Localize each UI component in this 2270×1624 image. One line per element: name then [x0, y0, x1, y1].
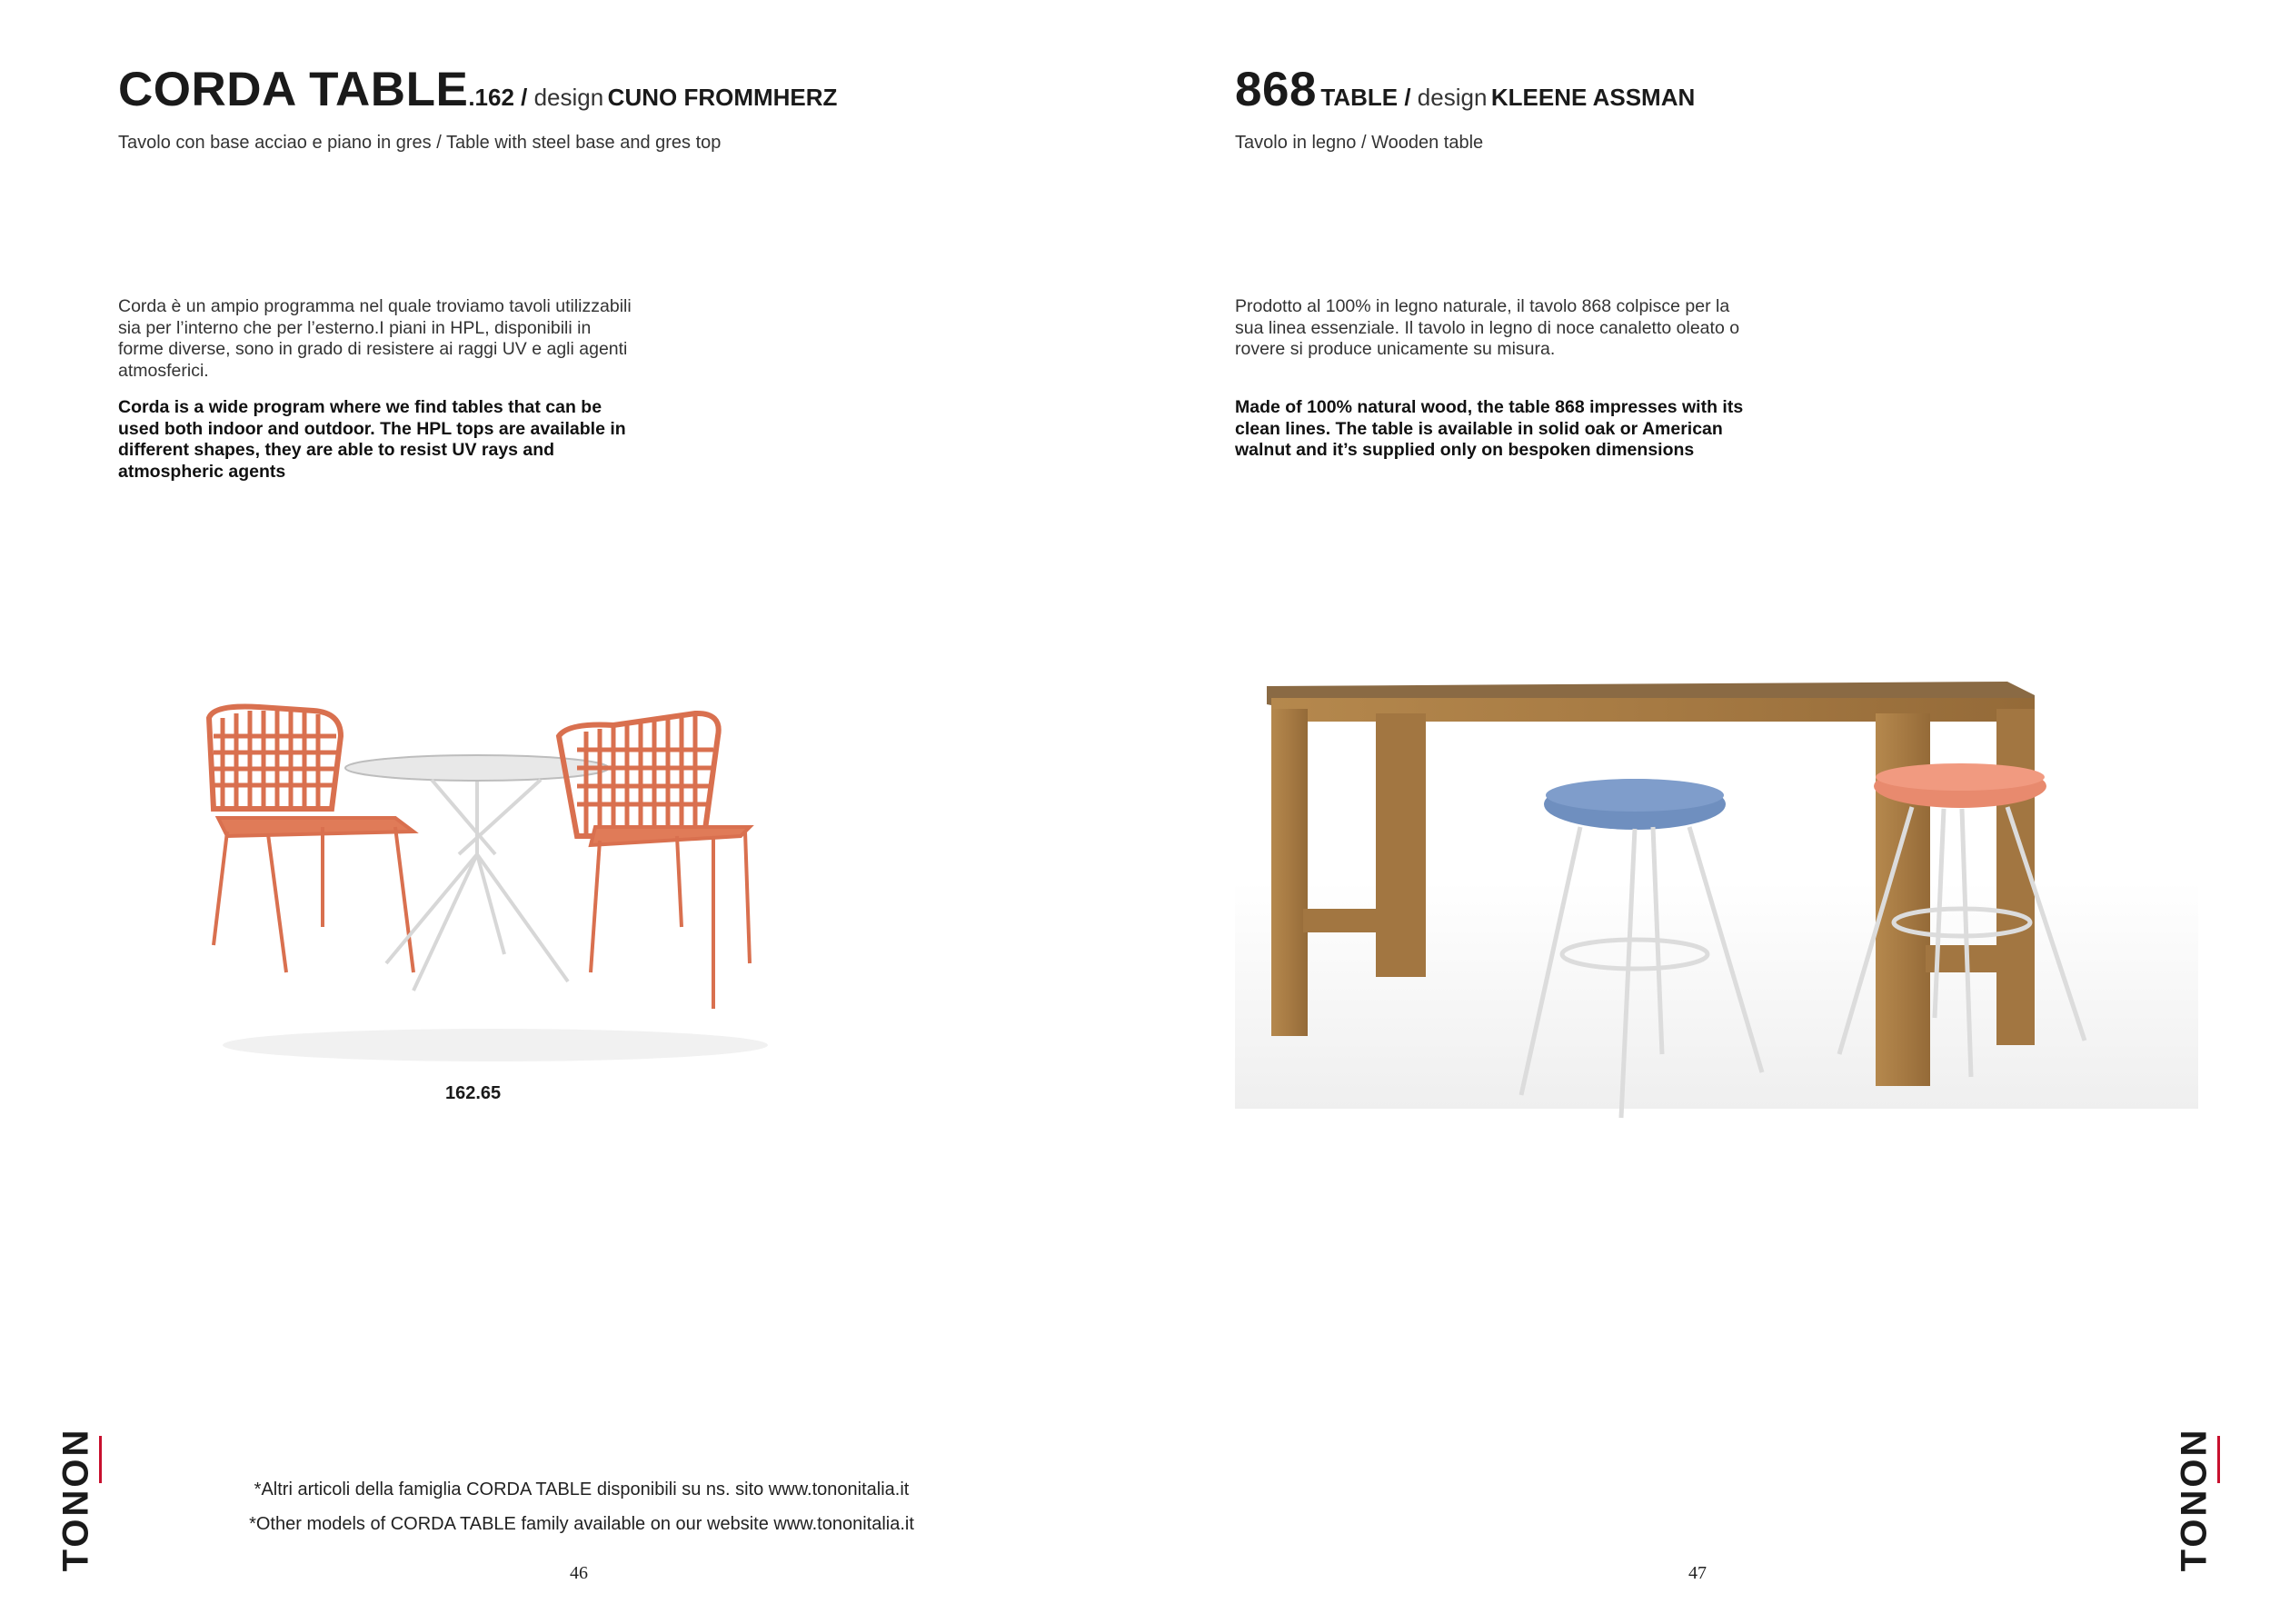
page-number: 46 [570, 1563, 588, 1583]
note-english: *Other models of CORDA TABLE family available on our website www.tononitalia.it [249, 1514, 914, 1534]
right-page [1135, 0, 2270, 1624]
product-subtitle: Tavolo in legno / Wooden table [1235, 133, 1484, 153]
description-italian: Corda è un ampio programma nel quale troviamo tavoli utilizzabili sia per l’interno che per l’esterno.I piani in HPL, disponibili in forme diverse, sono in grado di resistere ai raggi UV e agli agenti atmosferici. [118, 296, 632, 381]
design-label: design [533, 84, 604, 111]
note-italian: *Altri articoli della famiglia CORDA TABLE disponibili su ns. sito www.tononitalia.it [254, 1480, 910, 1499]
tonon-logo-text: TONON [55, 1427, 96, 1572]
corda-table-set-image [186, 700, 822, 1063]
product-title [1235, 65, 1695, 114]
title-separator: / [513, 84, 534, 111]
left-chair [209, 707, 413, 973]
product-name: CORDA TABLE [118, 63, 469, 116]
logo-accent-bar [2217, 1436, 2220, 1483]
tonon-logo [55, 1427, 96, 1572]
logo-accent-bar [99, 1436, 102, 1483]
description-italian: Prodotto al 100% in legno naturale, il tavolo 868 colpisce per la sua linea essenziale. Il tavolo in legno di noce canaletto oleato o rovere si produce unicamente su misura. [1235, 296, 1740, 359]
product-type-word: TABLE [1320, 84, 1399, 111]
right-chair [559, 713, 750, 1009]
product-subtitle: Tavolo con base acciao e piano in gres / Table with steel base and gres top [118, 133, 722, 153]
product-code-label: 162.65 [445, 1083, 502, 1103]
868-table-set-image [1235, 673, 2198, 1127]
product-series-code: .162 [468, 84, 514, 111]
designer-name: CUNO FROMMHERZ [607, 84, 838, 111]
tonon-logo [2174, 1427, 2215, 1572]
tonon-logo-text: TONON [2174, 1427, 2215, 1572]
designer-name: KLEENE ASSMAN [1490, 84, 1696, 111]
product-name: 868 [1235, 63, 1317, 116]
page-number: 47 [1688, 1563, 1707, 1583]
description-english: Corda is a wide program where we find tables that can be used both indoor and outdoor. The HPL tops are available in different shapes, they are able to resist UV rays and atmospheric agents [118, 397, 626, 482]
title-separator: / [1398, 84, 1418, 111]
product-title [118, 65, 837, 114]
design-label: design [1417, 84, 1488, 111]
description-english: Made of 100% natural wood, the table 868 impresses with its clean lines. The table is available in solid oak or American walnut and it’s supplied only on bespoken dimensions [1235, 397, 1744, 460]
